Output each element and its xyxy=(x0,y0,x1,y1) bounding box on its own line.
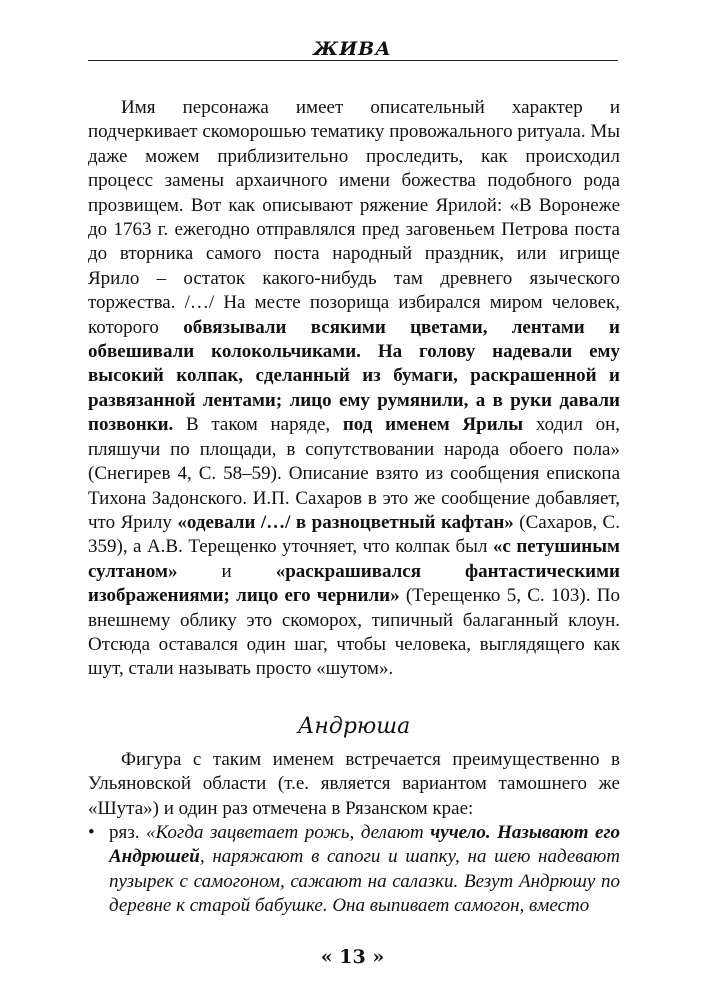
paragraph-text: (Сахаров, С. 359), а А.В. Терещенко уточняет, что колпак был xyxy=(88,511,620,558)
paragraph-text: Имя персонажа имеет описательный характер и подчеркивает скоморошью тематику провожального ритуала. Мы даже можем приблизительно проследить, как происходил процесс замены архаичного имени божества подобного рода прозвищем. Вот как описывают ряжение Ярилой: «В Воронеже до 1763 г. ежегодно отправлялся пред заговеньем Петрова поста до вторника самого поста народный праздник, или игрище Ярило – остаток какого-нибудь там древнего языческого торжества. /…/ На месте позорища избирался миром человек, которого xyxy=(88,97,620,338)
quote-list xyxy=(88,821,620,919)
region-label: ряз. xyxy=(109,821,147,843)
bold-quote: «раскрашивался фантастическими изображениями; лицо его чернили» xyxy=(88,560,620,607)
section-heading: Андрюша xyxy=(297,713,411,739)
paragraph-text: В таком наряде, xyxy=(173,414,343,436)
quote-text: , наряжают в сапоги и шапку, на шею надевают пузырек с самогоном, сажают на салазки. Везут Андрюшу по деревне к старой бабушке. Она выпивает самогон, вместо xyxy=(109,846,620,917)
paragraph-text: (Терещенко 5, С. 103). По внешнему облику это скоморох, типичный балаганный клоун. Отсюда оставался один шаг, чтобы человека, выглядящего как шут, стали называть просто «шутом». xyxy=(88,585,620,680)
bold-quote: «одевали /…/ в разноцветный кафтан» xyxy=(177,511,514,533)
bold-quote: чучело. Называют его Андрюшей xyxy=(109,821,620,868)
bullet-marker: • xyxy=(88,821,95,843)
quote-text: «Когда зацветает рожь, делают xyxy=(146,821,431,843)
page-body xyxy=(88,96,620,919)
list-item xyxy=(88,821,620,919)
bold-quote: под именем Ярилы xyxy=(342,414,524,436)
paragraph-text: и xyxy=(177,560,276,582)
body-paragraph xyxy=(88,96,620,682)
page-number: « 13 » xyxy=(320,946,385,968)
bold-quote: «с петушиным султаном» xyxy=(88,536,620,582)
paragraph-text: ходил он, пляшучи по площади, в сопутствовании народа обоего пола» (Снегирев 4, С. 58–59). Описание взято из сообщения епископа Тихона Задонского. И.П. Сахаров в это же сообщение добавляет, что Ярилу xyxy=(88,414,620,533)
header-title: ЖИВА xyxy=(307,38,397,60)
section-intro: Фигура с таким именем встречается преимущественно в Ульяновской области (т.е. является вариантом тамошнего же «Шута») и один раз отмечена в Рязанском крае: xyxy=(88,748,620,819)
bold-quote: обвязывали всякими цветами, лентами и обвешивали колокольчиками. На голову надевали ему высокий колпак, сделанный из бумаги, раскрашенной и развязанной лентами; лицо ему румянили, а в руки давали позвонки. xyxy=(88,316,620,436)
running-header xyxy=(0,34,705,70)
header-rule xyxy=(88,60,618,61)
